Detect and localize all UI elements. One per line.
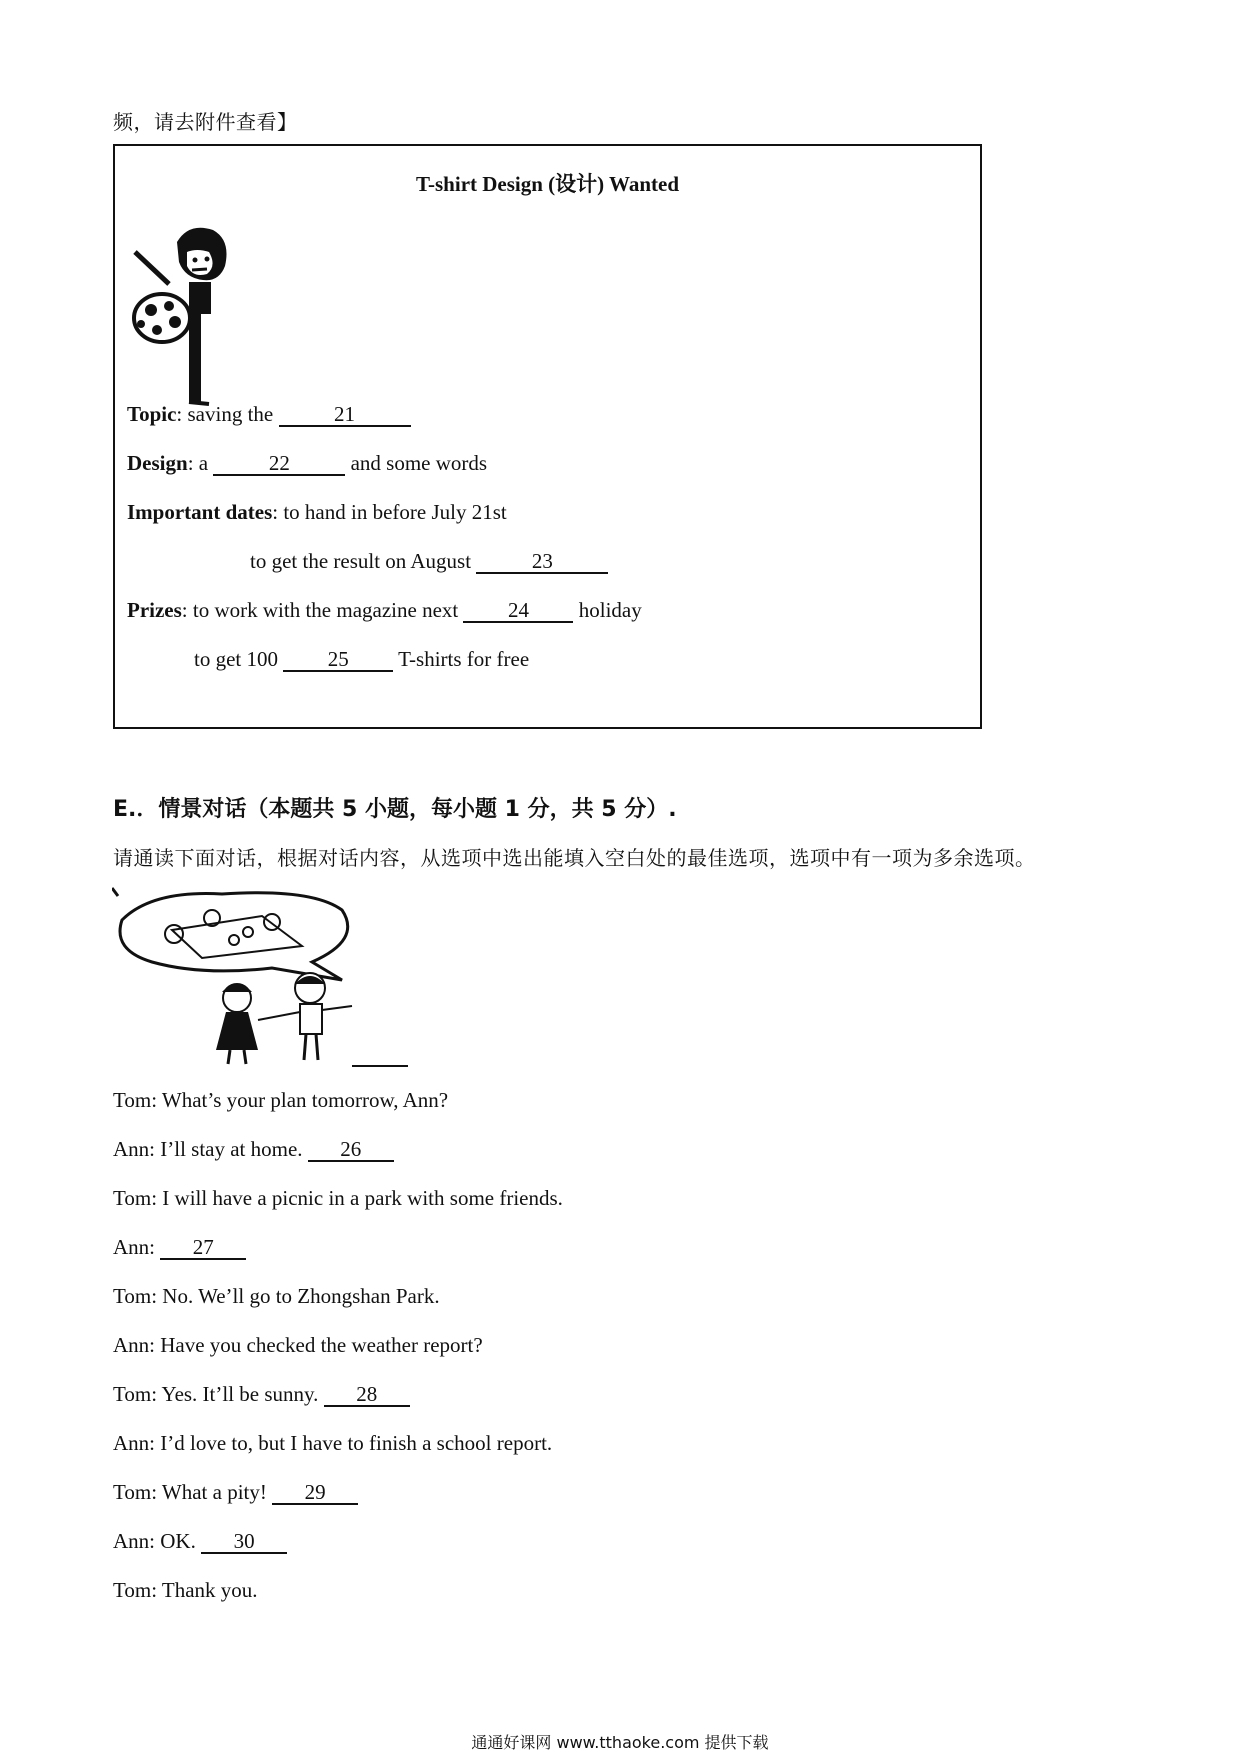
dialogue-blank: 29 — [272, 1481, 358, 1505]
free-tshirts-line — [194, 647, 529, 672]
dialogue-text: Tom: I will have a picnic in a park with some friends. — [113, 1186, 563, 1210]
dialogue-text: Tom: Thank you. — [113, 1578, 258, 1602]
tshirt-design-poster — [113, 144, 982, 729]
picnic-illustration — [112, 880, 412, 1070]
topic-line — [127, 402, 411, 427]
blank-21: 21 — [279, 403, 411, 427]
free-text: to get 100 — [194, 647, 278, 671]
dialogue-line — [113, 1186, 563, 1210]
dates-text: : to hand in before July 21st — [272, 500, 507, 524]
section-e-instruction: 请通读下面对话，根据对话内容，从选项中选出能填入空白处的最佳选项，选项中有一项为多余选项。 — [113, 846, 1036, 870]
blank-24: 24 — [463, 599, 573, 623]
dialogue-text: Tom: What’s your plan tomorrow, Ann? — [113, 1088, 449, 1112]
continued-text: 频，请去附件查看】 — [113, 110, 298, 134]
poster-title: T-shirt Design (设计) Wanted — [415, 172, 680, 196]
prizes-label: Prizes — [127, 598, 182, 622]
prizes-after-text: holiday — [578, 598, 642, 622]
dialogue-line — [113, 1088, 448, 1112]
dialogue-line — [113, 1431, 552, 1455]
dialogue-line — [113, 1284, 440, 1308]
dialogue-line — [113, 1235, 246, 1260]
dialogue-line — [113, 1382, 410, 1407]
dialogue-line — [113, 1333, 483, 1357]
result-text: to get the result on August — [250, 549, 472, 573]
dialogue-line — [113, 1480, 358, 1505]
design-after-text: and some words — [350, 451, 488, 475]
prizes-text: : to work with the magazine next — [181, 598, 459, 622]
dialogue-line — [113, 1137, 394, 1162]
dialogue-text: Ann: I’ll stay at home. — [113, 1137, 303, 1161]
dialogue-blank: 28 — [324, 1383, 410, 1407]
dialogue-text: Ann: Have you checked the weather report? — [113, 1333, 483, 1357]
design-label: Design — [127, 451, 188, 475]
design-text: : a — [187, 451, 209, 475]
prizes-line — [127, 598, 642, 623]
dialogue-blank: 26 — [308, 1138, 394, 1162]
blank-23: 23 — [476, 550, 608, 574]
topic-text: : saving the — [176, 402, 274, 426]
dialogue-line — [113, 1578, 258, 1602]
painter-illustration — [127, 222, 247, 412]
dates-line — [127, 500, 507, 524]
blank-22: 22 — [213, 452, 345, 476]
dialogue-line — [113, 1529, 287, 1554]
design-line — [127, 451, 487, 476]
result-line — [250, 549, 608, 574]
dialogue-text: Ann: OK. — [113, 1529, 196, 1553]
dialogue-blank: 27 — [160, 1236, 246, 1260]
dialogue-text: Tom: Yes. It’ll be sunny. — [113, 1382, 319, 1406]
dialogue-text: Tom: No. We’ll go to Zhongshan Park. — [113, 1284, 440, 1308]
dialogue-blank: 30 — [201, 1530, 287, 1554]
free-after-text: T-shirts for free — [398, 647, 530, 671]
dialogue-text: Ann: I’d love to, but I have to finish a school report. — [113, 1431, 553, 1455]
topic-label: Topic — [127, 402, 177, 426]
dialogue-text: Ann: — [113, 1235, 155, 1259]
blank-25: 25 — [283, 648, 393, 672]
section-e-heading: E.．情景对话（本题共 5 小题，每小题 1 分，共 5 分）. — [113, 797, 677, 822]
dates-label: Important dates — [127, 500, 273, 524]
dialogue-text: Tom: What a pity! — [113, 1480, 267, 1504]
footer: 通通好课网 www.tthaoke.com 提供下载 — [471, 1733, 769, 1752]
